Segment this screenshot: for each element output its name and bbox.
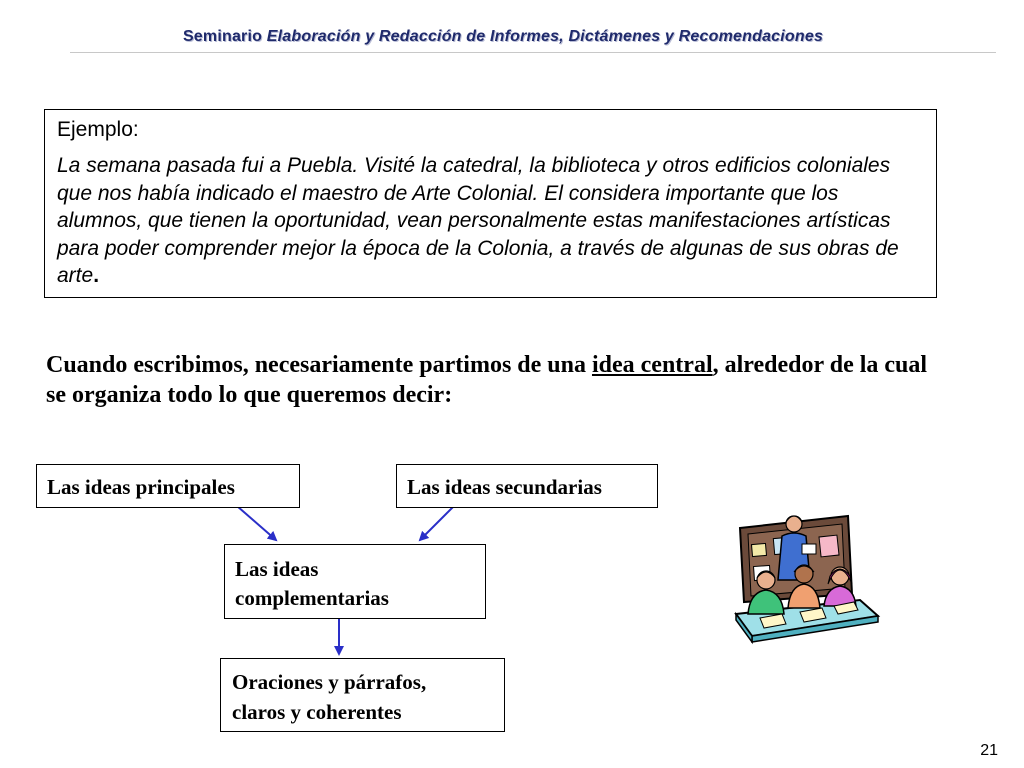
complementarias-line2: complementarias — [235, 586, 389, 610]
oraciones-box — [220, 658, 505, 732]
complementarias-line1: Las ideas — [235, 557, 319, 581]
ideas-principales-box: Las ideas principales — [36, 464, 300, 508]
central-text-after: , alrededor de la cual se organiza todo lo que queremos decir: — [46, 352, 928, 408]
header-divider — [70, 52, 996, 53]
arrow-secundarias-to-complementarias — [420, 506, 454, 540]
example-body: La semana pasada fui a Puebla. Visité la catedral, la biblioteca y otros edificios coloniales que nos había indicado el maestro de Arte Colonial. El considera importante que los alumnos, que tienen la oportunidad, vean personalmente estas manifestaciones artísticas para poder comprender mejor la época de la Colonia, a través de algunas de sus obras de arte — [57, 154, 899, 287]
ideas-complementarias-box — [224, 544, 486, 619]
example-final-period: . — [93, 264, 100, 287]
students-studying-clipart-icon — [730, 510, 890, 660]
central-text-before: Cuando escribimos, necesariamente partimos de una — [46, 352, 592, 378]
header-seminar-word: Seminario — [182, 28, 263, 45]
ideas-secundarias-box: Las ideas secundarias — [396, 464, 658, 508]
page-number: 21 — [980, 742, 998, 759]
example-label: Ejemplo: — [57, 118, 139, 141]
example-text — [57, 152, 929, 290]
slide-header — [0, 28, 1006, 46]
example-box — [44, 109, 937, 298]
oraciones-line1: Oraciones y párrafos, — [232, 670, 427, 694]
central-idea-underlined: idea central — [591, 352, 713, 378]
central-idea-statement — [46, 350, 946, 410]
arrow-principales-to-complementarias — [237, 506, 276, 540]
header-title: Elaboración y Redacción de Informes, Dictámenes y Recomendaciones — [266, 28, 824, 45]
oraciones-line2: claros y coherentes — [232, 700, 402, 724]
